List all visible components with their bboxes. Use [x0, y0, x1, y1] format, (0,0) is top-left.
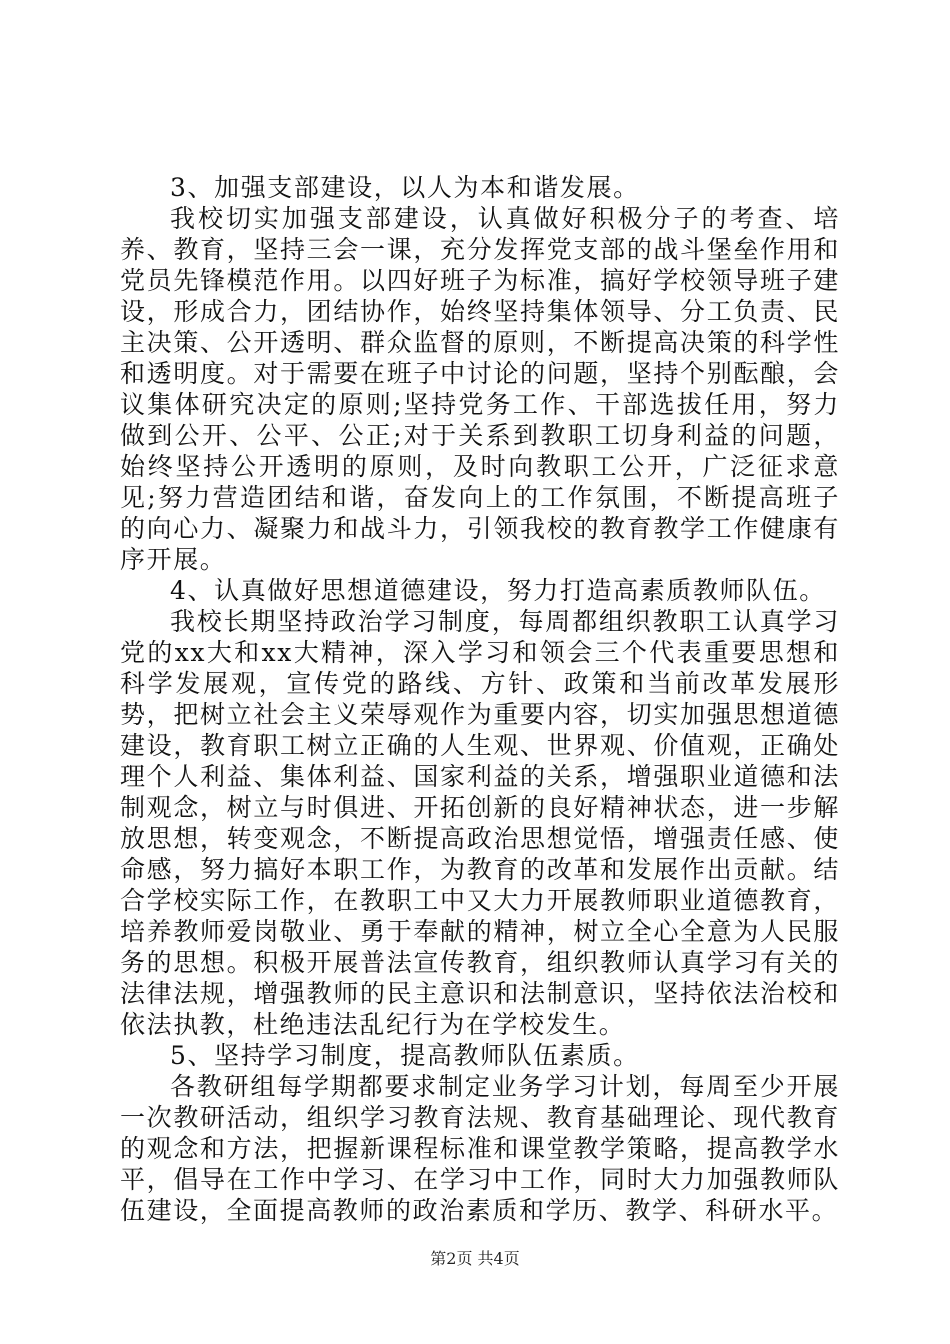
- section-heading-4: 4、认真做好思想道德建设，努力打造高素质教师队伍。: [170, 576, 826, 605]
- section-heading-5: 5、坚持学习制度，提高教师队伍素质。: [170, 1041, 640, 1070]
- section-heading-3: 3、加强支部建设，以人为本和谐发展。: [170, 173, 640, 202]
- page-number-footer: 第2页 共4页: [430, 1249, 520, 1268]
- body-paragraph: 各教研组每学期都要求制定业务学习计划，每周至少开展一次教研活动，组织学习教育法规、教育基础理论、现代教育的观念和方法，把握新课程标准和课堂教学策略，提高教学水平，倡导在工作中学习、在学习中工作，同时大力加强教师队伍建设，全面提高教师的政治素质和学历、教学、科研水平。: [120, 1072, 840, 1225]
- body-paragraph: 我校切实加强支部建设，认真做好积极分子的考查、培养、教育，坚持三会一课，充分发挥党支部的战斗堡垒作用和党员先锋模范作用。以四好班子为标准，搞好学校领导班子建设，形成合力，团结协作，始终坚持集体领导、分工负责、民主决策、公开透明、群众监督的原则，不断提高决策的科学性和透明度。对于需要在班子中讨论的问题，坚持个别酝酿，会议集体研究决定的原则;坚持党务工作、干部选拔任用，努力做到公开、公平、公正;对于关系到教职工切身利益的问题，始终坚持公开透明的原则，及时向教职工公开，广泛征求意见;努力营造团结和谐，奋发向上的工作氛围，不断提高班子的向心力、凝聚力和战斗力，引领我校的教育教学工作健康有序开展。: [120, 204, 840, 574]
- body-paragraph: 我校长期坚持政治学习制度，每周都组织教职工认真学习党的xx大和xx大精神，深入学习和领会三个代表重要思想和科学发展观，宣传党的路线、方针、政策和当前改革发展形势，把树立社会主义荣辱观作为重要内容，切实加强思想道德建设，教育职工树立正确的人生观、世界观、价值观，正确处理个人利益、集体利益、国家利益的关系，增强职业道德和法制观念，树立与时俱进、开拓创新的良好精神状态，进一步解放思想，转变观念，不断提高政治思想觉悟，增强责任感、使命感，努力搞好本职工作，为教育的改革和发展作出贡献。结合学校实际工作，在教职工中又大力开展教师职业道德教育，培养教师爱岗敬业、勇于奉献的精神，树立全心全意为人民服务的思想。积极开展普法宣传教育，组织教师认真学习有关的法律法规，增强教师的民主意识和法制意识，坚持依法治校和依法执教，杜绝违法乱纪行为在学校发生。: [120, 607, 840, 1039]
- document-body: [120, 172, 840, 1226]
